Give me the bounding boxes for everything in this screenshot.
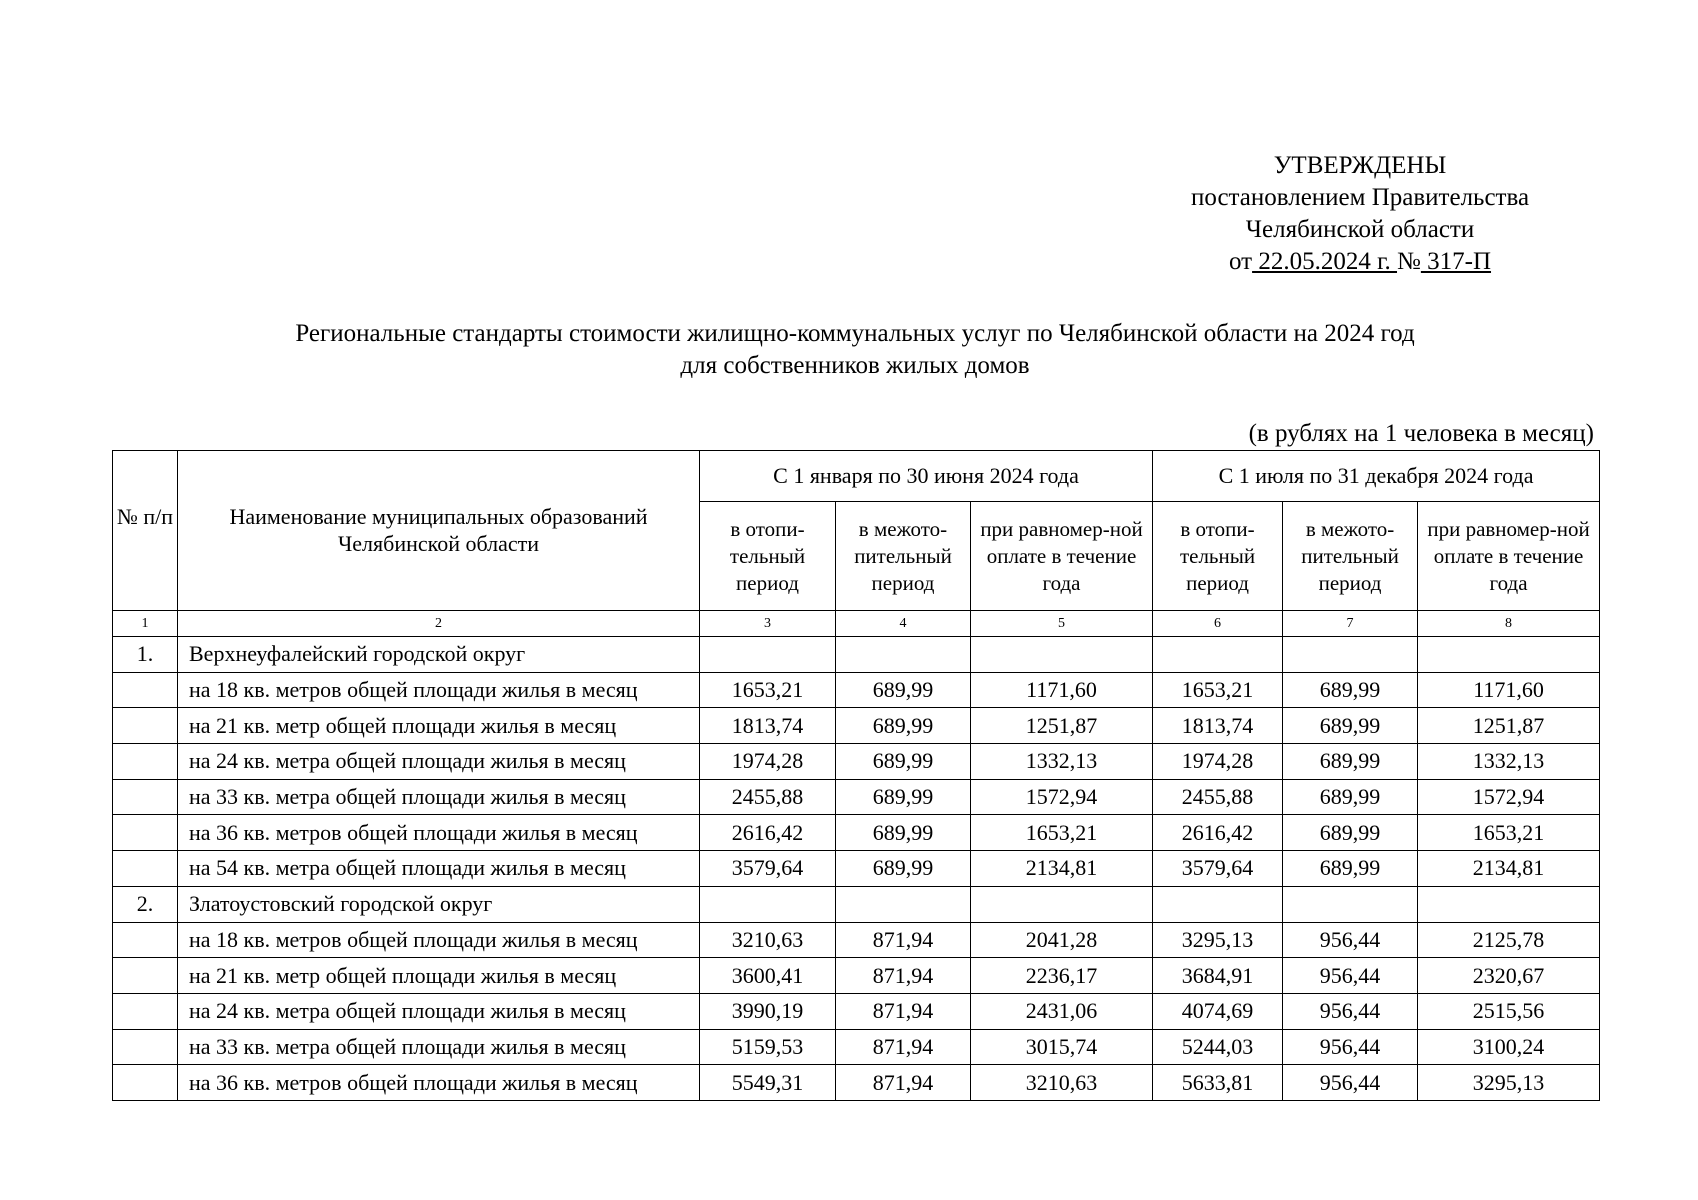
empty-cell — [113, 958, 178, 994]
approval-line-resolution: постановлением Правительства — [1190, 184, 1530, 211]
value-cell: 689,99 — [1283, 708, 1418, 744]
value-cell: 2455,88 — [700, 779, 836, 815]
approval-number: 317-П — [1420, 248, 1492, 275]
empty-cell — [113, 1029, 178, 1065]
value-cell: 689,99 — [1283, 851, 1418, 887]
header-interheating: в межото-пительный период — [1283, 502, 1418, 611]
value-cell: 1813,74 — [700, 708, 836, 744]
header-uniform: при равномер-ной оплате в течение года — [971, 502, 1153, 611]
value-cell: 956,44 — [1283, 1029, 1418, 1065]
value-cell: 2236,17 — [971, 958, 1153, 994]
value-cell: 689,99 — [1283, 815, 1418, 851]
table-row — [113, 851, 1600, 887]
row-label: на 21 кв. метр общей площади жилья в месяц — [178, 708, 700, 744]
table-row — [113, 993, 1600, 1029]
group-name: Златоустовский городской округ — [178, 886, 700, 922]
header-num: № п/п — [113, 451, 178, 611]
value-cell: 689,99 — [1283, 672, 1418, 708]
row-label: на 24 кв. метра общей площади жилья в месяц — [178, 993, 700, 1029]
value-cell: 1171,60 — [1418, 672, 1600, 708]
title-line-1: Региональные стандарты стоимости жилищно-коммунальных услуг по Челябинской области на 2024 год — [295, 320, 1415, 347]
value-cell: 871,94 — [836, 1065, 971, 1101]
empty-cell — [1283, 886, 1418, 922]
title-line-2: для собственников жилых домов — [680, 352, 1030, 379]
value-cell: 1171,60 — [971, 672, 1153, 708]
value-cell: 3600,41 — [700, 958, 836, 994]
value-cell: 3210,63 — [971, 1065, 1153, 1101]
value-cell: 689,99 — [836, 851, 971, 887]
empty-cell — [1153, 637, 1283, 673]
value-cell: 689,99 — [836, 815, 971, 851]
column-index-row — [113, 611, 1600, 637]
header-period-2: С 1 июля по 31 декабря 2024 года — [1153, 451, 1600, 502]
approval-number-sign: № — [1397, 248, 1421, 275]
header-uniform: при равномер-ной оплате в течение года — [1418, 502, 1600, 611]
empty-cell — [700, 637, 836, 673]
value-cell: 3990,19 — [700, 993, 836, 1029]
empty-cell — [1283, 637, 1418, 673]
value-cell: 1653,21 — [971, 815, 1153, 851]
column-index: 5 — [971, 611, 1153, 637]
table-row — [113, 1029, 1600, 1065]
empty-cell — [113, 851, 178, 887]
table-body — [113, 637, 1600, 1101]
value-cell: 1653,21 — [1153, 672, 1283, 708]
value-cell: 2125,78 — [1418, 922, 1600, 958]
header-heating: в отопи-тельный период — [1153, 502, 1283, 611]
value-cell: 1974,28 — [1153, 744, 1283, 780]
value-cell: 2616,42 — [700, 815, 836, 851]
group-number: 1. — [113, 637, 178, 673]
value-cell: 956,44 — [1283, 993, 1418, 1029]
header-name: Наименование муниципальных образований Челябинской области — [178, 451, 700, 611]
approval-title: УТВЕРЖДЕНЫ — [1273, 152, 1447, 179]
table-row — [113, 708, 1600, 744]
column-index: 2 — [178, 611, 700, 637]
value-cell: 2134,81 — [1418, 851, 1600, 887]
value-cell: 2515,56 — [1418, 993, 1600, 1029]
value-cell: 2320,67 — [1418, 958, 1600, 994]
column-index: 4 — [836, 611, 971, 637]
row-label: на 24 кв. метра общей площади жилья в месяц — [178, 744, 700, 780]
empty-cell — [836, 886, 971, 922]
approval-date: 22.05.2024 г. — [1252, 248, 1398, 275]
value-cell: 871,94 — [836, 922, 971, 958]
value-cell: 1251,87 — [1418, 708, 1600, 744]
value-cell: 689,99 — [836, 708, 971, 744]
table-row — [113, 779, 1600, 815]
group-name: Верхнеуфалейский городской округ — [178, 637, 700, 673]
value-cell: 956,44 — [1283, 958, 1418, 994]
row-label: на 36 кв. метров общей площади жилья в месяц — [178, 815, 700, 851]
row-label: на 33 кв. метра общей площади жилья в месяц — [178, 1029, 700, 1065]
value-cell: 1332,13 — [1418, 744, 1600, 780]
value-cell: 5244,03 — [1153, 1029, 1283, 1065]
value-cell: 3210,63 — [700, 922, 836, 958]
value-cell: 2431,06 — [971, 993, 1153, 1029]
column-index: 7 — [1283, 611, 1418, 637]
empty-cell — [836, 637, 971, 673]
approval-date-line — [1140, 246, 1580, 278]
empty-cell — [113, 672, 178, 708]
row-label: на 18 кв. метров общей площади жилья в месяц — [178, 922, 700, 958]
value-cell: 3684,91 — [1153, 958, 1283, 994]
value-cell: 871,94 — [836, 958, 971, 994]
table-row — [113, 1065, 1600, 1101]
empty-cell — [113, 779, 178, 815]
value-cell: 689,99 — [836, 779, 971, 815]
row-label: на 21 кв. метр общей площади жилья в месяц — [178, 958, 700, 994]
value-cell: 2134,81 — [971, 851, 1153, 887]
value-cell: 1332,13 — [971, 744, 1153, 780]
value-cell: 3295,13 — [1418, 1065, 1600, 1101]
value-cell: 1572,94 — [971, 779, 1153, 815]
value-cell: 2455,88 — [1153, 779, 1283, 815]
table-row — [113, 744, 1600, 780]
table-row — [113, 815, 1600, 851]
group-number: 2. — [113, 886, 178, 922]
value-cell: 1653,21 — [700, 672, 836, 708]
value-cell: 2041,28 — [971, 922, 1153, 958]
empty-cell — [700, 886, 836, 922]
value-cell: 5549,31 — [700, 1065, 836, 1101]
approval-line-region: Челябинской области — [1245, 216, 1475, 243]
units-note: (в рублях на 1 человека в месяц) — [1248, 420, 1594, 447]
value-cell: 689,99 — [836, 744, 971, 780]
standards-table — [112, 450, 1600, 1101]
empty-cell — [113, 815, 178, 851]
column-index: 6 — [1153, 611, 1283, 637]
empty-cell — [113, 993, 178, 1029]
value-cell: 1572,94 — [1418, 779, 1600, 815]
empty-cell — [971, 637, 1153, 673]
empty-cell — [971, 886, 1153, 922]
value-cell: 956,44 — [1283, 1065, 1418, 1101]
header-period-1: С 1 января по 30 июня 2024 года — [700, 451, 1153, 502]
row-label: на 18 кв. метров общей площади жилья в месяц — [178, 672, 700, 708]
column-index: 3 — [700, 611, 836, 637]
approval-block — [1140, 150, 1580, 278]
value-cell: 956,44 — [1283, 922, 1418, 958]
value-cell: 689,99 — [1283, 779, 1418, 815]
table-row — [113, 922, 1600, 958]
header-heating: в отопи-тельный период — [700, 502, 836, 611]
group-row — [113, 886, 1600, 922]
row-label: на 54 кв. метра общей площади жилья в месяц — [178, 851, 700, 887]
empty-cell — [1153, 886, 1283, 922]
value-cell: 1251,87 — [971, 708, 1153, 744]
value-cell: 1974,28 — [700, 744, 836, 780]
value-cell: 1813,74 — [1153, 708, 1283, 744]
value-cell: 3015,74 — [971, 1029, 1153, 1065]
value-cell: 689,99 — [836, 672, 971, 708]
value-cell: 689,99 — [1283, 744, 1418, 780]
document-title — [180, 318, 1530, 382]
table-row — [113, 672, 1600, 708]
value-cell: 3579,64 — [1153, 851, 1283, 887]
value-cell: 5159,53 — [700, 1029, 836, 1065]
row-label: на 36 кв. метров общей площади жилья в месяц — [178, 1065, 700, 1101]
approval-prefix: от — [1228, 248, 1253, 275]
empty-cell — [113, 744, 178, 780]
empty-cell — [1418, 637, 1600, 673]
value-cell: 3295,13 — [1153, 922, 1283, 958]
value-cell: 871,94 — [836, 1029, 971, 1065]
header-interheating: в межото-пительный период — [836, 502, 971, 611]
empty-cell — [113, 1065, 178, 1101]
column-index: 8 — [1418, 611, 1600, 637]
value-cell: 3100,24 — [1418, 1029, 1600, 1065]
value-cell: 871,94 — [836, 993, 971, 1029]
empty-cell — [1418, 886, 1600, 922]
value-cell: 2616,42 — [1153, 815, 1283, 851]
empty-cell — [113, 922, 178, 958]
value-cell: 4074,69 — [1153, 993, 1283, 1029]
value-cell: 5633,81 — [1153, 1065, 1283, 1101]
row-label: на 33 кв. метра общей площади жилья в месяц — [178, 779, 700, 815]
column-index: 1 — [113, 611, 178, 637]
empty-cell — [113, 708, 178, 744]
value-cell: 1653,21 — [1418, 815, 1600, 851]
group-row — [113, 637, 1600, 673]
value-cell: 3579,64 — [700, 851, 836, 887]
table-row — [113, 958, 1600, 994]
